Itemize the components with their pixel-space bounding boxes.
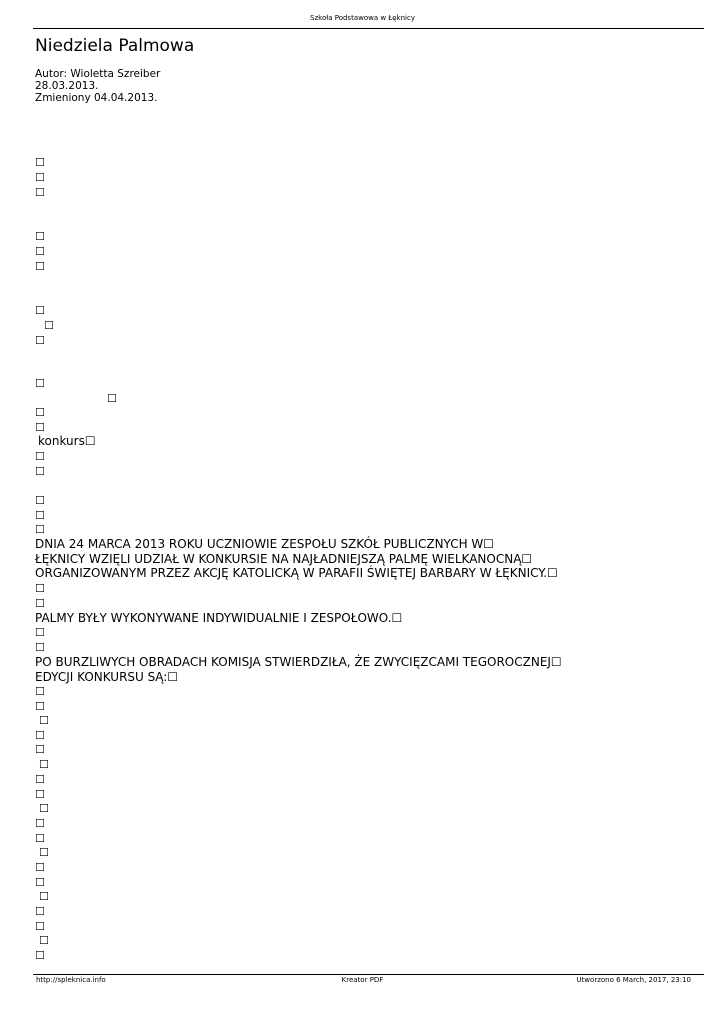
footer-url-link[interactable]: http://spleknica.info: [36, 976, 106, 984]
missing-glyph: ☐: [35, 230, 45, 243]
paragraph-line: PO BURZLIWYCH OBRADACH KOMISJA STWIERDZIŁA, ŻE ZWYCIĘZCAMI TEGOROCZNEJ☐: [35, 655, 562, 669]
site-header: Szkoła Podstawowa w Łęknicy: [310, 14, 415, 22]
missing-glyph: ☐: [35, 406, 45, 419]
paragraph-line: ŁĘKNICY WZIĘLI UDZIAŁ W KONKURSIE NA NAJŁADNIEJSZĄ PALMĘ WIELKANOCNĄ☐: [35, 552, 533, 566]
missing-glyph: ☐: [35, 597, 45, 610]
publish-date: 28.03.2013.: [35, 80, 99, 92]
missing-glyph: ☐: [35, 421, 45, 434]
footer-generator: Kreator PDF: [341, 976, 384, 984]
missing-glyph: ☐: [35, 788, 45, 801]
missing-glyph: ☐: [44, 319, 54, 332]
missing-glyph: ☐: [35, 450, 45, 463]
missing-glyph: ☐: [35, 171, 45, 184]
missing-glyph: ☐: [35, 817, 45, 830]
missing-glyph: ☐: [35, 156, 45, 169]
author-line: Autor: Wioletta Szreiber: [35, 68, 161, 80]
missing-glyph: ☐: [35, 377, 45, 390]
modified-date: Zmieniony 04.04.2013.: [35, 92, 158, 104]
missing-glyph: ☐: [39, 934, 49, 947]
missing-glyph: ☐: [35, 832, 45, 845]
missing-glyph: ☐: [35, 876, 45, 889]
missing-glyph: ☐: [39, 890, 49, 903]
paragraph-line: DNIA 24 MARCA 2013 ROKU UCZNIOWIE ZESPOŁU SZKÓŁ PUBLICZNYCH W☐: [35, 537, 495, 551]
missing-glyph: ☐: [35, 949, 45, 962]
missing-glyph: ☐: [35, 334, 45, 347]
missing-glyph: ☐: [35, 304, 45, 317]
missing-glyph: ☐: [39, 802, 49, 815]
missing-glyph: ☐: [35, 861, 45, 874]
missing-glyph: ☐: [35, 582, 45, 595]
footer-divider: [33, 974, 704, 975]
missing-glyph: ☐: [35, 245, 45, 258]
missing-glyph: ☐: [35, 729, 45, 742]
missing-glyph: ☐: [35, 465, 45, 478]
missing-glyph: ☐: [35, 641, 45, 654]
missing-glyph: ☐: [35, 494, 45, 507]
article-title: Niedziela Palmowa: [35, 36, 195, 56]
missing-glyph: ☐: [39, 714, 49, 727]
missing-glyph: ☐: [35, 685, 45, 698]
missing-glyph: ☐: [39, 846, 49, 859]
footer-created: Utworzono 6 March, 2017, 23:10: [576, 976, 691, 984]
paragraph-line: EDYCJI KONKURSU SĄ:☐: [35, 670, 179, 684]
missing-glyph: ☐: [35, 260, 45, 273]
konkurs-text: konkurs☐: [38, 434, 96, 448]
header-divider: [33, 28, 704, 29]
missing-glyph: ☐: [107, 392, 117, 405]
missing-glyph: ☐: [39, 758, 49, 771]
missing-glyph: ☐: [35, 905, 45, 918]
missing-glyph: ☐: [35, 700, 45, 713]
missing-glyph: ☐: [35, 743, 45, 756]
missing-glyph: ☐: [35, 186, 45, 199]
paragraph-line: ORGANIZOWANYM PRZEZ AKCJĘ KATOLICKĄ W PARAFII ŚWIĘTEJ BARBARY W ŁĘKNICY.☐: [35, 566, 558, 580]
missing-glyph: ☐: [35, 920, 45, 933]
missing-glyph: ☐: [35, 523, 45, 536]
missing-glyph: ☐: [35, 626, 45, 639]
missing-glyph: ☐: [35, 509, 45, 522]
missing-glyph: ☐: [35, 773, 45, 786]
paragraph-line: PALMY BYŁY WYKONYWANE INDYWIDUALNIE I ZESPOŁOWO.☐: [35, 611, 403, 625]
